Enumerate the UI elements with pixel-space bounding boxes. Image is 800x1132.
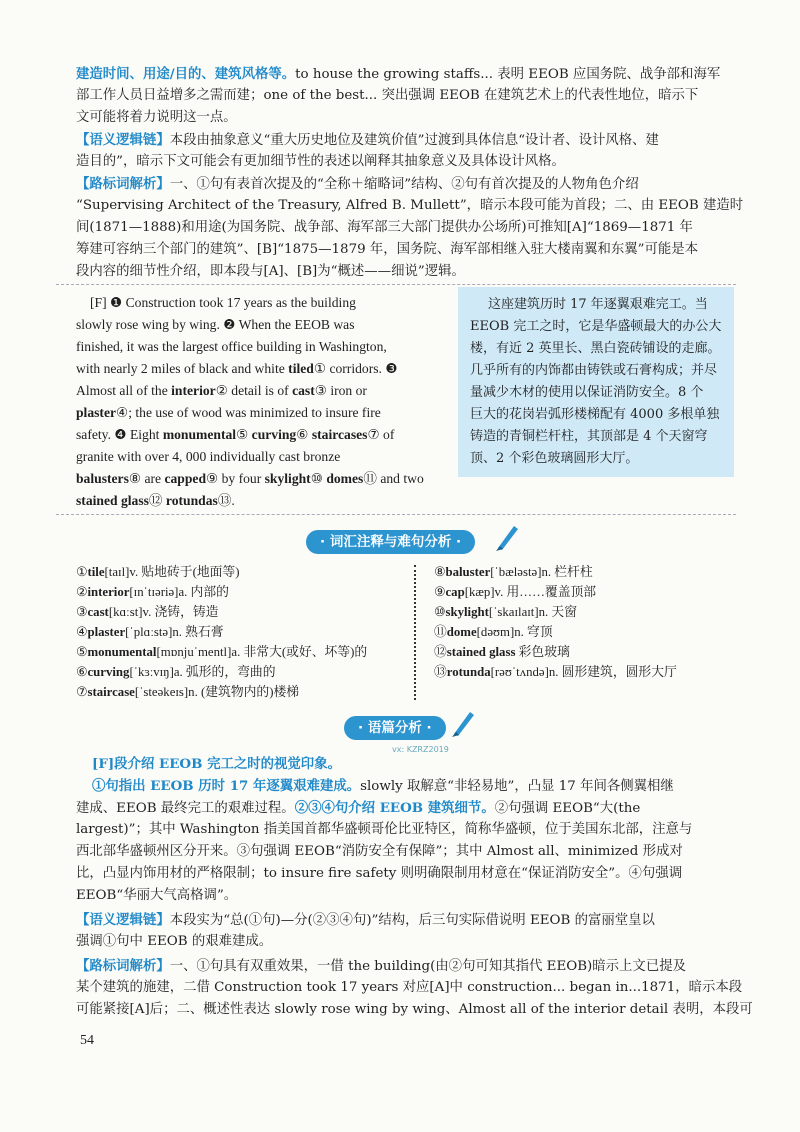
logic-chain-line: 【语义逻辑链】本段实为“总(①句)—分(②③④句)”结构，后三句实际借说明 EEOB 的富丽堂皇以 bbox=[76, 912, 655, 928]
watermark-text: vx: KZRZ2019 bbox=[392, 745, 449, 754]
passage-line: slowly rose wing by wing. ❷ When the EEOB was bbox=[76, 317, 355, 332]
vocab-item: ⑦staircase[ˈsteəkeɪs]n. (建筑物内的)楼梯 bbox=[76, 685, 300, 699]
logic-chain-1 bbox=[76, 130, 659, 151]
logic-chain-2: 造目的”，暗示下文可能会有更加细节性的表述以阐释其抽象意义及具体设计风格。 bbox=[76, 154, 565, 169]
top-line-1 bbox=[76, 64, 720, 85]
translation-line: 楼，有近 2 英里长、黑白瓷砖铺设的走廊。 bbox=[470, 341, 721, 356]
vocab-item: ⑬rotunda[rəʊˈtʌndə]n. 圆形建筑，圆形大厅 bbox=[434, 665, 677, 679]
vocab-item: ①tile[taɪl]v. 贴地砖于(地面等) bbox=[76, 565, 240, 579]
translation-line: 几乎所有的内饰都由铸铁或石膏构成；并尽 bbox=[470, 363, 718, 378]
top-line-2: 部工作人员日益增多之需而建；one of the best... 突出强调 EEOB 在建筑艺术上的代表性地位，暗示下 bbox=[76, 88, 699, 103]
body-text: to house the growing staffs... 表明 EEOB 应国务院、战争部和海军 bbox=[295, 67, 721, 82]
pen-icon bbox=[450, 708, 476, 738]
vocab-item: ⑧baluster[ˈbæləstə]n. 栏杆柱 bbox=[434, 565, 593, 579]
passage-line: balusters⑧ are capped⑨ by four skylight⑩ domes⑪ and two bbox=[76, 471, 424, 486]
signal-word-tag: 【路标词解析】 bbox=[76, 176, 170, 192]
vocab-item: ⑫stained glass 彩色玻璃 bbox=[434, 645, 570, 659]
analysis-line: 建成、EEOB 最终完工的艰难过程。②③④句介绍 EEOB 建筑细节。②句强调 EEOB“大(the bbox=[76, 800, 641, 816]
vocab-item: ⑪dome[dəʊm]n. 穹顶 bbox=[434, 625, 553, 639]
vocab-item: ③cast[kɑːst]v. 浇铸，铸造 bbox=[76, 605, 219, 619]
vocab-item: ⑩skylight[ˈskaɪlaɪt]n. 天窗 bbox=[434, 605, 578, 619]
passage-line: stained glass⑫ rotundas⑬. bbox=[76, 493, 235, 508]
passage-line: Almost all of the interior② detail is of cast③ iron or bbox=[76, 383, 367, 398]
signal-word-4: 筹建可容纳三个部门的建筑”、[B]“1875—1879 年，国务院、海军部相继入驻大楼南翼和东翼”可能是本 bbox=[76, 242, 699, 257]
translation-line: 顶、2 个彩色玻璃圆形大厅。 bbox=[470, 451, 639, 466]
signal-word-line: 可能紧接[A]后；二、概述性表达 slowly rose wing by wing、Almost all of the interior detail 表明，本段可 bbox=[76, 1002, 753, 1017]
analysis-line: 比，凸显内饰用材的严格限制；to insure fire safety 则明确限制用材意在“保证消防安全”。④句强调 bbox=[76, 866, 683, 881]
vocab-item: ②interior[ɪnˈtɪəriə]a. 内部的 bbox=[76, 585, 229, 599]
analysis-line: 西北部华盛顿州区分开来。③句强调 EEOB“消防安全有保障”；其中 Almost all、minimized 形成对 bbox=[76, 844, 683, 859]
signal-word-3: 间(1871—1888)和用途(为国务院、战争部、海军部三大部门提供办公场所)可推知[A]“1869—1871 年 bbox=[76, 220, 693, 235]
passage-line: with nearly 2 miles of black and white tiled① corridors. ❸ bbox=[76, 361, 398, 376]
analysis-line: EEOB“华丽大气高格调”。 bbox=[76, 888, 238, 903]
signal-word-5: 段内容的细节性介绍，即本段与[A]、[B]为“概述——细说”逻辑。 bbox=[76, 264, 465, 279]
translation-line: 这座建筑历时 17 年逐翼艰难完工。当 bbox=[488, 297, 708, 312]
signal-word-2: “Supervising Architect of the Treasury, Alfred B. Mullett”，暗示本段可能为首段；二、由 EEOB 建造时 bbox=[76, 198, 744, 213]
vocab-item: ⑥curving[ˈkɜːvɪŋ]a. 弧形的，弯曲的 bbox=[76, 665, 276, 679]
passage-line: finished, it was the largest office building in Washington, bbox=[76, 339, 387, 354]
translation-line: 巨大的花岗岩弧形楼梯配有 4000 多根单独 bbox=[470, 407, 720, 422]
pen-icon bbox=[494, 522, 520, 552]
logic-chain-tag: 【语义逻辑链】 bbox=[76, 132, 170, 148]
divider bbox=[56, 514, 736, 515]
analysis-summary: [F]段介绍 EEOB 完工之时的视觉印象。 bbox=[92, 756, 341, 772]
top-line-3: 文可能将着力说明这一点。 bbox=[76, 110, 237, 125]
analysis-section-header: · 语篇分析 · bbox=[344, 716, 446, 740]
translation-line: EEOB 完工之时，它是华盛顿最大的办公大 bbox=[470, 319, 722, 334]
signal-word-line: 【路标词解析】一、①句具有双重效果，一借 the building(由②句可知其指代 EEOB)暗示上文已提及 bbox=[76, 958, 686, 974]
translation-line: 铸造的青铜栏杆柱，其顶部是 4 个天窗穹 bbox=[470, 429, 708, 444]
signal-word-line: 某个建筑的施建，二借 Construction took 17 years 对应[A]中 construction... began in...1871，暗示本段 bbox=[76, 980, 743, 995]
body-text: 本段由抽象意义“重大历史地位及建筑价值”过渡到具体信息“设计者、设计风格、建 bbox=[169, 133, 659, 148]
divider bbox=[56, 284, 736, 285]
analysis-line: largest)”；其中 Washington 指美国首都华盛顿哥伦比亚特区，简称华盛顿，位于美国东北部，注意与 bbox=[76, 822, 693, 837]
vocab-item: ⑨cap[kæp]v. 用……覆盖顶部 bbox=[434, 585, 597, 599]
page-number: 54 bbox=[80, 1033, 94, 1048]
passage-line: safety. ❹ Eight monumental⑤ curving⑥ staircases⑦ of bbox=[76, 427, 395, 442]
chain-divider bbox=[414, 565, 428, 700]
analysis-line: ①句指出 EEOB 历时 17 年逐翼艰难建成。slowly 取解意“非轻易地”，凸显 17 年间各侧翼相继 bbox=[92, 778, 674, 794]
highlight-text: 建造时间、用途/目的、建筑风格等。 bbox=[76, 66, 296, 82]
vocab-item: ⑤monumental[mɒnjuˈmentl]a. 非常大(或好、坏等)的 bbox=[76, 645, 368, 659]
signal-word-1 bbox=[76, 174, 639, 195]
translation-line: 量减少木材的使用以保证消防安全。8 个 bbox=[470, 385, 704, 400]
body-text: 一、①句有表首次提及的“全称＋缩略词”结构、②句有首次提及的人物角色介绍 bbox=[169, 177, 639, 192]
passage-line: granite with over 4, 000 individually cast bronze bbox=[76, 449, 341, 464]
passage-line: plaster④; the use of wood was minimized to insure fire bbox=[76, 405, 381, 420]
passage-line: [F] ❶ Construction took 17 years as the building bbox=[90, 295, 356, 310]
vocab-section-header: · 词汇注释与难句分析 · bbox=[306, 530, 475, 554]
logic-chain-line: 强调①句中 EEOB 的艰难建成。 bbox=[76, 934, 273, 949]
vocab-item: ④plaster[ˈplɑːstə]n. 熟石膏 bbox=[76, 625, 224, 639]
